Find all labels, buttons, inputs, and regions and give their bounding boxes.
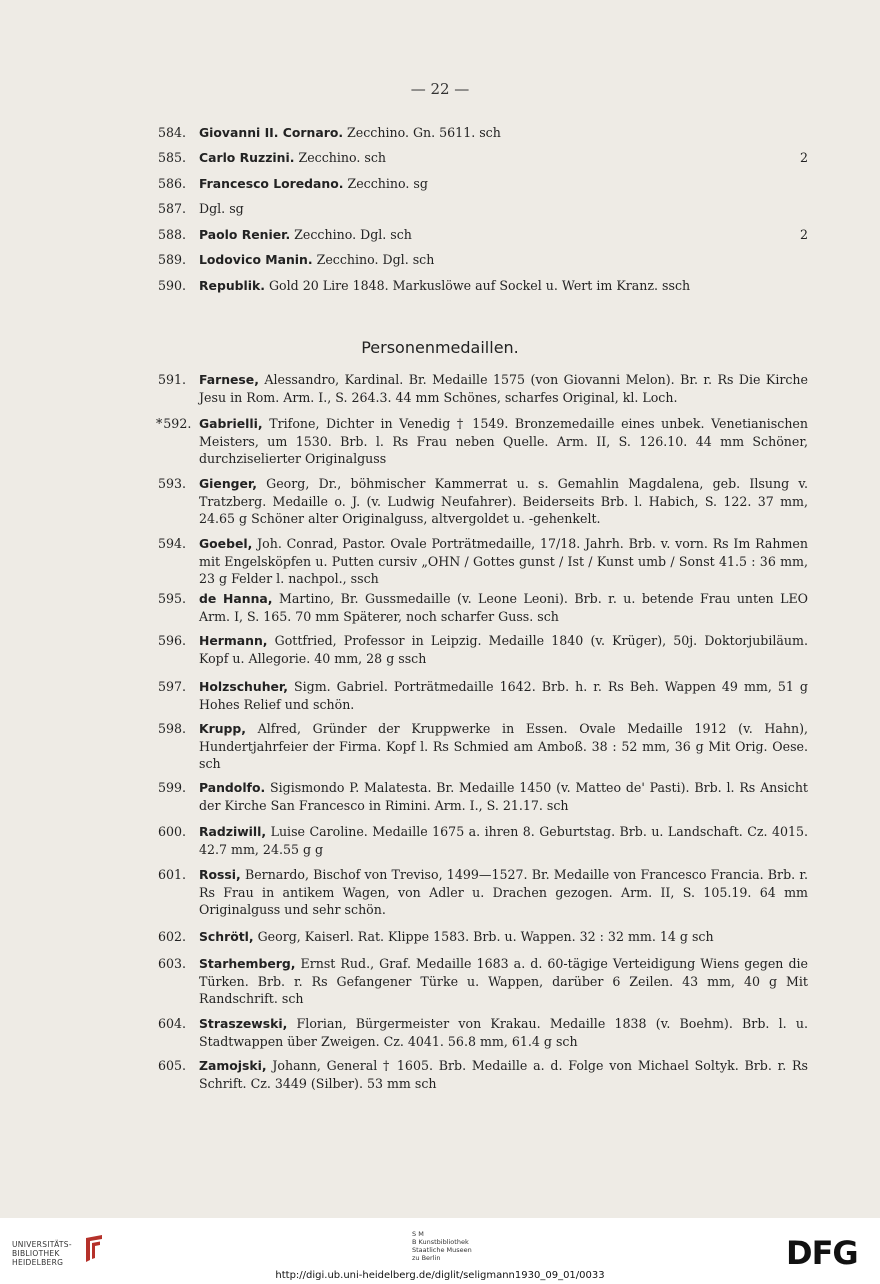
entry-number: 587. — [157, 201, 186, 216]
entry-text — [199, 1057, 808, 1092]
entry-number-text: 605. — [157, 1058, 186, 1073]
entry-name: Zamojski, — [199, 1058, 267, 1073]
entry-description: Gold 20 Lire 1848. Markuslöwe auf Sockel u. Wert im Kranz. ssch — [264, 278, 691, 293]
entry-number-text: 604. — [157, 1016, 186, 1031]
list-item — [156, 535, 808, 588]
list-item — [156, 251, 808, 269]
entry-number-text: 591. — [157, 372, 186, 387]
entry-name: Paolo Renier. — [199, 227, 291, 242]
entry-description: Zecchino. Gn. 5611. sch — [343, 125, 501, 140]
entry-name: Hermann, — [199, 633, 268, 648]
entry-description: Martino, Br. Gussmedaille (v. Leone Leoni). Brb. r. u. betende Frau unten LEO Arm. I, S. 165. 70 mm Späterer, noch scharfer Guss. sch — [199, 591, 809, 624]
library-line: HEIDELBERG — [12, 1258, 64, 1267]
entry-number — [156, 678, 186, 696]
entry-number-text: 600. — [157, 824, 186, 839]
entry-number — [156, 415, 192, 433]
entry-number-text: 597. — [157, 679, 186, 694]
list-item — [156, 632, 808, 667]
entry-text — [199, 779, 808, 814]
partner-line: S M — [412, 1230, 424, 1238]
list-item — [156, 955, 808, 1008]
entry-name: Republik. — [199, 278, 265, 293]
entry-number-text: 602. — [157, 929, 186, 944]
entry-name: Francesco Loredano. — [199, 176, 344, 191]
entry-text — [199, 678, 808, 713]
entry-description: Georg, Dr., böhmischer Kammerrat u. s. Gemahlin Magdalena, geb. Ilsung v. Tratzberg. Medaille o. J. (v. Ludwig Neufahrer). Beiderseits Brb. l. Habich, S. 122. 37 mm, 24.65 g Schöner alter Originalguss, altvergoldet u. -gehenkelt. — [199, 476, 808, 526]
library-logo-icon — [82, 1234, 106, 1264]
entry-number-text: 594. — [157, 536, 186, 551]
entry-name: Gienger, — [199, 476, 257, 491]
list-item — [156, 371, 808, 406]
entry-name: Radziwill, — [199, 824, 267, 839]
entry-description: Sigismondo P. Malatesta. Br. Medaille 1450 (v. Matteo de' Pasti). Brb. l. Rs Ansicht der Kirche San Francesco in Rimini. Arm. I., S. 21.17. sch — [199, 780, 808, 813]
entry-text — [199, 226, 808, 244]
list-item — [156, 1057, 808, 1092]
partner-text — [412, 1230, 472, 1262]
entry-number: 586. — [157, 176, 186, 191]
entry-name: Holzschuher, — [199, 679, 288, 694]
entry-description: Sigm. Gabriel. Porträtmedaille 1642. Brb. h. r. Rs Beh. Wappen 49 mm, 51 g Hohes Relief und schön. — [199, 679, 808, 712]
list-item — [156, 779, 808, 814]
entry-name: Lodovico Manin. — [199, 252, 313, 267]
entry-text — [199, 149, 808, 167]
entry-number: 584. — [157, 125, 186, 140]
entry-number — [156, 779, 186, 797]
library-name — [12, 1240, 72, 1267]
list-item — [156, 200, 808, 218]
entry-name: de Hanna, — [199, 591, 273, 606]
entry-text — [199, 955, 808, 1008]
entry-number: 589. — [157, 252, 186, 267]
entry-name: Krupp, — [199, 721, 246, 736]
entry-description: Zecchino. sch — [294, 150, 387, 165]
entry-text — [199, 124, 808, 142]
entry-description: Bernardo, Bischof von Treviso, 1499—1527. Br. Medaille von Francesco Francia. Brb. r. Rs Frau in antikem Wagen, von Adler u. Drachen gezogen. Arm. II, S. 105.19. 64 mm Originalguss und sehr schön. — [199, 867, 808, 917]
entry-number: 585. — [157, 150, 186, 165]
entry-number-text: 596. — [157, 633, 186, 648]
entry-name: Farnese, — [199, 372, 259, 387]
list-item — [156, 277, 808, 295]
entry-number — [156, 535, 186, 553]
entry-name: Pandolfo. — [199, 780, 266, 795]
entry-text — [199, 475, 808, 528]
entry-text — [199, 415, 808, 468]
entry-number: 590. — [157, 278, 186, 293]
entry-text — [199, 277, 808, 295]
entry-text — [199, 371, 808, 406]
entry-number-text: 593. — [157, 476, 186, 491]
entry-description: Zecchino. Dgl. sch — [312, 252, 435, 267]
entry-number — [156, 371, 186, 389]
entry-amount: 2 — [799, 227, 808, 242]
entry-text — [199, 200, 808, 218]
entry-amount: 2 — [799, 150, 808, 165]
entry-description: Zecchino. Dgl. sch — [290, 227, 412, 242]
entry-marker: * — [156, 416, 163, 431]
entry-description: Zecchino. sg — [343, 176, 428, 191]
entry-description: Gottfried, Professor in Leipzig. Medaille 1840 (v. Krüger), 50j. Doktorjubiläum. Kopf u. Allegorie. 40 mm, 28 g ssch — [199, 633, 808, 666]
entry-name: Starhemberg, — [199, 956, 296, 971]
entry-description: Joh. Conrad, Pastor. Ovale Porträtmedaille, 17/18. Jahrh. Brb. v. vorn. Rs Im Rahmen mit Engelsköpfen u. Putten cursiv „OHN / Gottes gunst / Ist / Kunst umb / Sonst 41.5 : 36 mm, 23 g Felder l. nachpol., ssch — [199, 536, 808, 586]
entry-number-text: 592. — [163, 416, 192, 431]
list-item — [156, 149, 808, 167]
list-item — [156, 124, 808, 142]
entry-text — [199, 175, 808, 193]
list-item — [156, 720, 808, 773]
entry-name: Schrötl, — [199, 929, 254, 944]
entry-number — [156, 590, 186, 608]
entry-number — [156, 632, 186, 650]
entry-text — [199, 632, 808, 667]
entry-description: Ernst Rud., Graf. Medaille 1683 a. d. 60-tägige Verteidigung Wiens gegen die Türken. Brb. r. Rs Gefangener Türke u. Wappen, darüber 6 Zeilen. 43 mm, 40 g Mit Randschrift. sch — [199, 956, 808, 1006]
entry-name: Carlo Ruzzini. — [199, 150, 295, 165]
list-item — [156, 678, 808, 713]
entry-name: Rossi, — [199, 867, 241, 882]
entry-text — [199, 1015, 808, 1050]
entry-number — [156, 866, 186, 884]
entry-number: 588. — [157, 227, 186, 242]
entry-number — [156, 955, 186, 973]
entry-number-text: 601. — [157, 867, 186, 882]
entry-text — [199, 928, 808, 946]
dfg-logo: DFG — [786, 1234, 858, 1272]
entry-name: Gabrielli, — [199, 416, 263, 431]
entry-number — [156, 475, 186, 493]
entry-number — [156, 1015, 186, 1033]
list-item — [156, 475, 808, 528]
entry-text — [199, 720, 808, 773]
entry-text — [199, 823, 808, 858]
entry-number-text: 603. — [157, 956, 186, 971]
entry-number-text: 599. — [157, 780, 186, 795]
entry-number-text: 598. — [157, 721, 186, 736]
entry-number — [156, 720, 186, 738]
list-item — [156, 823, 808, 858]
list-item — [156, 175, 808, 193]
entry-description: Dgl. sg — [199, 201, 244, 216]
list-item — [156, 928, 808, 946]
partner-line: Staatliche Museen — [412, 1246, 472, 1254]
list-item — [156, 226, 808, 244]
list-item — [156, 590, 808, 625]
entry-name: Straszewski, — [199, 1016, 288, 1031]
list-item — [156, 1015, 808, 1050]
entry-text — [199, 590, 808, 625]
entry-description: Georg, Kaiserl. Rat. Klippe 1583. Brb. u. Wappen. 32 : 32 mm. 14 g sch — [253, 929, 714, 944]
entry-description: Alfred, Gründer der Kruppwerke in Essen. Ovale Medaille 1912 (v. Hahn), Hundertjahrfeier der Firma. Kopf l. Rs Schmied am Amboß. 38 : 52 mm, 36 g Mit Orig. Oese. sch — [199, 721, 808, 771]
entry-text — [199, 251, 808, 269]
partner-line: B Kunstbibliothek — [412, 1238, 469, 1246]
entry-description: Florian, Bürgermeister von Krakau. Medaille 1838 (v. Boehm). Brb. l. u. Stadtwappen über Zweigen. Cz. 4041. 56.8 mm, 61.4 g sch — [199, 1016, 808, 1049]
page-number: — 22 — — [410, 80, 470, 98]
entry-number — [156, 823, 186, 841]
entry-description: Johann, General † 1605. Brb. Medaille a. d. Folge von Michael Soltyk. Brb. r. Rs Schrift. Cz. 3449 (Silber). 53 mm sch — [199, 1058, 808, 1091]
entry-number — [156, 928, 186, 946]
source-url[interactable]: http://digi.ub.uni-heidelberg.de/diglit/seligmann1930_09_01/0033 — [275, 1270, 605, 1281]
library-line: BIBLIOTHEK — [12, 1249, 60, 1258]
list-item — [156, 866, 808, 919]
section-heading: Personenmedaillen. — [361, 338, 519, 357]
entry-name: Giovanni II. Cornaro. — [199, 125, 344, 140]
entry-description: Alessandro, Kardinal. Br. Medaille 1575 (von Giovanni Melon). Br. r. Rs Die Kirche Jesu in Rom. Arm. I., S. 264.3. 44 mm Schönes, scharfes Original, kl. Loch. — [199, 372, 808, 405]
entry-number — [156, 1057, 186, 1075]
entry-name: Goebel, — [199, 536, 253, 551]
entry-description: Trifone, Dichter in Venedig † 1549. Bronzemedaille eines unbek. Venetianischen Meisters, um 1530. Brb. l. Rs Frau neben Quelle. Arm. II, S. 126.10. 44 mm Schöner, durchziselierter Originalguss — [199, 416, 808, 466]
partner-line: zu Berlin — [412, 1254, 441, 1262]
list-item — [156, 415, 808, 468]
entry-text — [199, 535, 808, 588]
entry-text — [199, 866, 808, 919]
entry-description: Luise Caroline. Medaille 1675 a. ihren 8. Geburtstag. Brb. u. Landschaft. Cz. 4015. 42.7 mm, 24.55 g g — [199, 824, 808, 857]
library-line: UNIVERSITÄTS- — [12, 1240, 72, 1249]
entry-number-text: 595. — [157, 591, 186, 606]
